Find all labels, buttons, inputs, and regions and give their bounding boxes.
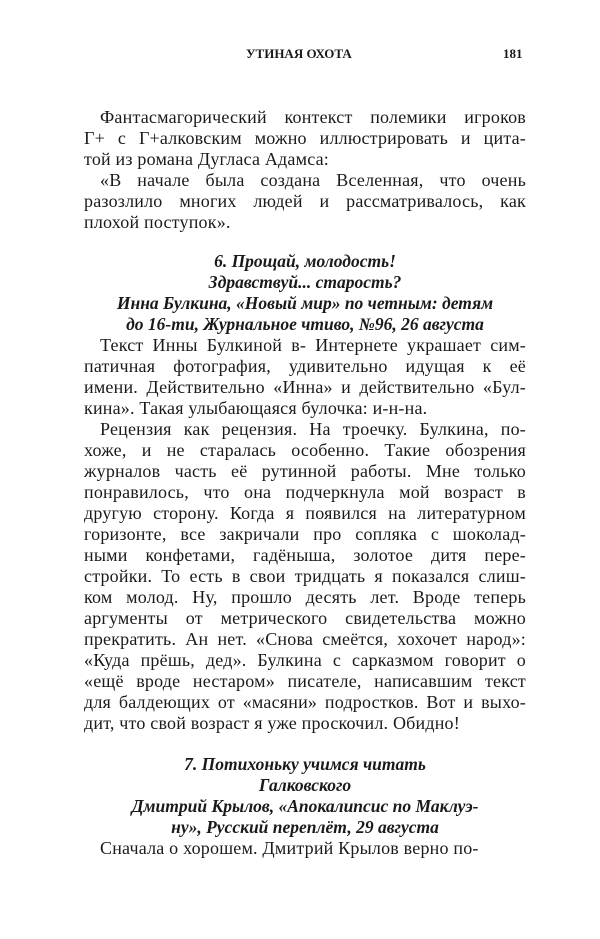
paragraph-line: другую сторону. Когда я появился на литературном: [84, 503, 526, 523]
paragraph-line: Рецензия как рецензия. На троечку. Булкина, по-: [100, 419, 526, 439]
paragraph-line: прекратить. Ан нет. «Снова смеётся, хохочет народ»:: [84, 629, 526, 649]
paragraph-line: стройки. То есть в свои тридцать я показался слиш-: [84, 566, 526, 586]
section-source: ну», Русский переплёт, 29 августа: [171, 817, 439, 837]
paragraph-line: имени. Действительно «Инна» и действительно «Бул-: [84, 377, 526, 397]
paragraph-line: той из романа Дугласа Адамса:: [84, 149, 329, 169]
section-heading: Галковского: [258, 775, 352, 795]
page-body: [84, 107, 526, 859]
section-heading: 7. Потихоньку учимся читать: [184, 754, 426, 774]
paragraph-line: ными конфетами, гадёныша, золотое дитя пере-: [84, 545, 526, 565]
page-number: 181: [503, 46, 523, 61]
quote-line: «В начале была создана Вселенная, что очень: [100, 170, 526, 190]
paragraph-line: Г+ с Г+алковским можно иллюстрировать и цита-: [84, 128, 526, 148]
paragraph-line: журналов часть её рутинной работы. Мне только: [84, 461, 526, 481]
section-source: Инна Булкина, «Новый мир» по четным: детям: [116, 293, 494, 313]
paragraph-line: Текст Инны Булкиной в- Интернете украшает сим-: [100, 335, 526, 355]
paragraph-line: Фантасмагорический контекст полемики игроков: [100, 107, 526, 127]
section-source: Дмитрий Крылов, «Апокалипсис по Маклуэ-: [131, 796, 479, 816]
paragraph-line: понравилось, что она подчеркнула мой возраст в: [84, 482, 526, 502]
paragraph-line: ком молод. Ну, прошло десять лет. Вроде теперь: [84, 587, 526, 607]
section-heading: 6. Прощай, молодость!: [214, 251, 396, 271]
paragraph-line: «ещё вроде нестаром» писателе, написавшим текст: [84, 671, 526, 691]
paragraph-line: патичная фотография, удивительно идущая к её: [84, 356, 526, 376]
paragraph-line: Сначала о хорошем. Дмитрий Крылов верно по-: [100, 838, 479, 858]
paragraph-line: кина». Такая улыбающаяся булочка: и-н-на.: [84, 398, 428, 418]
paragraph-line: «Куда прёшь, дед». Булкина с сарказмом говорит о: [84, 650, 526, 670]
paragraph-line: хоже, и не старалась особенно. Такие обозрения: [84, 440, 526, 460]
running-title: УТИНАЯ ОХОТА: [246, 46, 352, 61]
paragraph-line: дит, что свой возраст я уже проскочил. Обидно!: [84, 713, 460, 733]
section-heading: Здравствуй... старость?: [208, 272, 402, 292]
section-source: до 16-ти, Журнальное чтиво, №96, 26 августа: [126, 314, 484, 334]
paragraph-line: для балдеющих от «масяни» подростков. Вот и выхо-: [84, 692, 526, 712]
quote-line: плохой поступок».: [84, 212, 231, 232]
paragraph-line: горизонте, все закричали про сопляка с шоколад-: [84, 524, 526, 544]
quote-line: разозлило многих людей и рассматривалось, как: [84, 191, 526, 211]
paragraph-line: аргументы от метрического свидетельства можно: [84, 608, 526, 628]
